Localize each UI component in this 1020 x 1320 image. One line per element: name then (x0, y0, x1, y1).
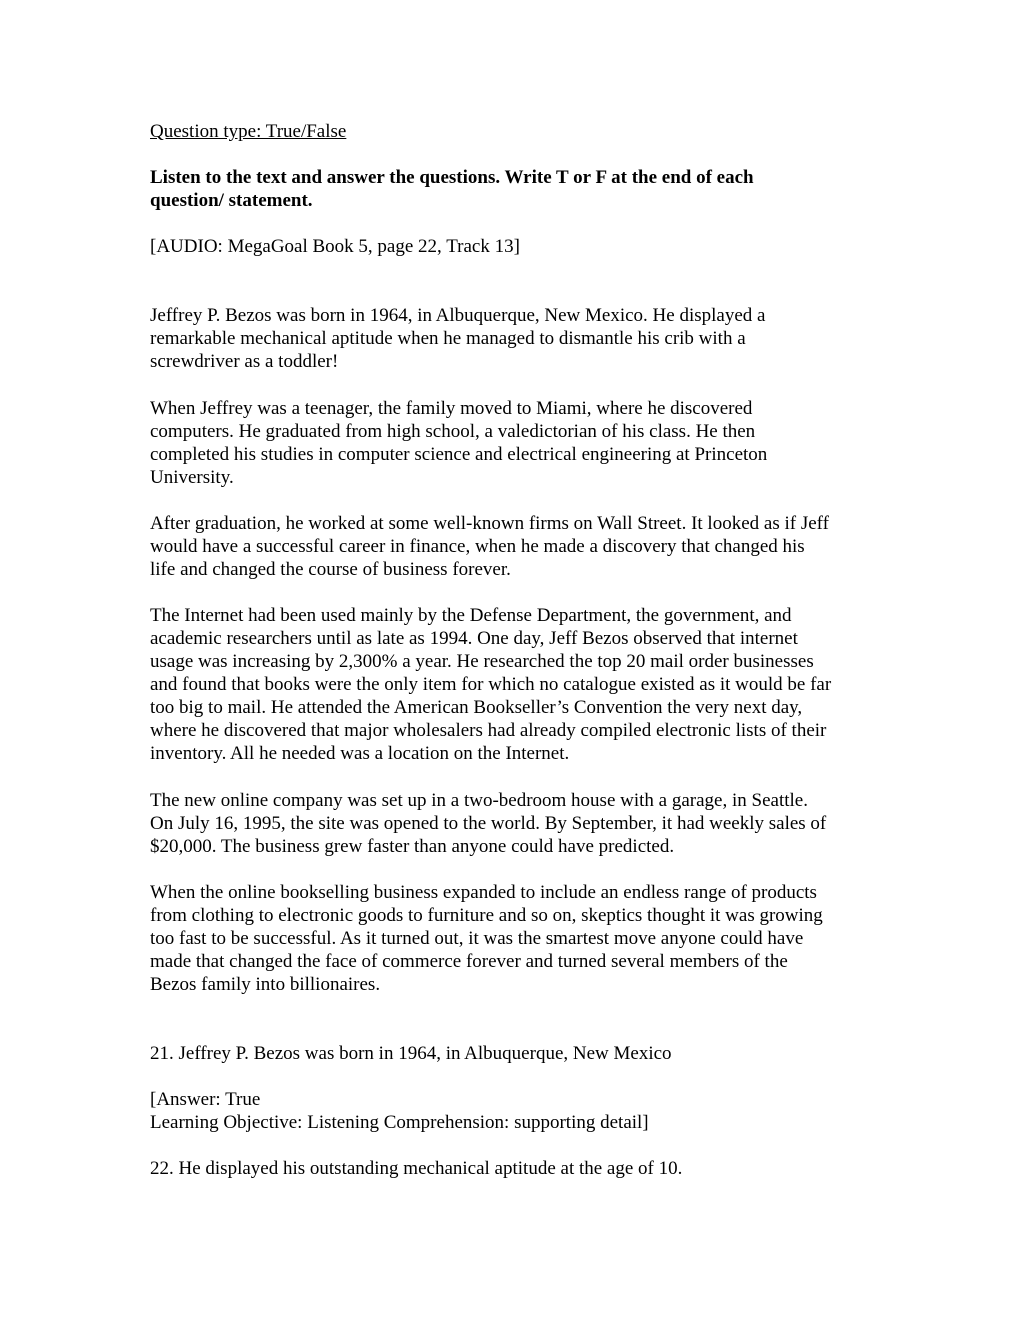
text-line: The Internet had been used mainly by the Defense Department, the government, and (150, 605, 792, 626)
text-line: Jeffrey P. Bezos was born in 1964, in Albuquerque, New Mexico. He displayed a (150, 305, 766, 326)
text-line: completed his studies in computer science and electrical engineering at Princeton (150, 444, 768, 465)
text-line: where he discovered that major wholesalers had already compiled electronic lists of their (150, 720, 827, 741)
text-line: would have a successful career in finance, when he made a discovery that changed his (150, 536, 805, 557)
text-line: too big to mail. He attended the American Bookseller’s Convention the very next day, (150, 697, 803, 718)
passage-paragraph (150, 604, 880, 765)
text-line: from clothing to electronic goods to furniture and so on, skeptics thought it was growing (150, 905, 823, 926)
text-line: too fast to be successful. As it turned out, it was the smartest move anyone could have (150, 928, 804, 949)
text-line: life and changed the course of business forever. (150, 559, 511, 580)
text-line: On July 16, 1995, the site was opened to the world. By September, it had weekly sales of (150, 813, 827, 834)
text-line: After graduation, he worked at some well-known firms on Wall Street. It looked as if Jeff (150, 513, 829, 534)
question-type-label: Question type: True/False (150, 121, 347, 142)
passage-paragraph (150, 881, 880, 996)
passage-paragraph (150, 397, 880, 489)
question-21: 21. Jeffrey P. Bezos was born in 1964, in Albuquerque, New Mexico (150, 1043, 672, 1064)
text-line: made that changed the face of commerce forever and turned several members of the (150, 951, 788, 972)
passage-paragraph (150, 789, 880, 858)
text-line: University. (150, 467, 234, 488)
text-line: remarkable mechanical aptitude when he managed to dismantle his crib with a (150, 328, 746, 349)
instruction-line: Listen to the text and answer the questions. Write T or F at the end of each (150, 167, 754, 188)
passage-paragraph (150, 512, 880, 581)
text-line: academic researchers until as late as 1994. One day, Jeff Bezos observed that internet (150, 628, 798, 649)
audio-reference: [AUDIO: MegaGoal Book 5, page 22, Track 13] (150, 236, 520, 257)
text-line: Bezos family into billionaires. (150, 974, 381, 995)
text-line: usage was increasing by 2,300% a year. He researched the top 20 mail order businesses (150, 651, 814, 672)
learning-objective-line: Learning Objective: Listening Comprehension: supporting detail] (150, 1112, 649, 1133)
text-line: When Jeffrey was a teenager, the family moved to Miami, where he discovered (150, 398, 753, 419)
text-line: screwdriver as a toddler! (150, 351, 339, 372)
text-line: computers. He graduated from high school, a valedictorian of his class. He then (150, 421, 756, 442)
text-line: $20,000. The business grew faster than anyone could have predicted. (150, 836, 675, 857)
answer-block (150, 1088, 880, 1134)
question-22: 22. He displayed his outstanding mechanical aptitude at the age of 10. (150, 1158, 683, 1179)
passage-paragraph (150, 304, 880, 373)
instruction-text (150, 166, 850, 212)
text-line: The new online company was set up in a two-bedroom house with a garage, in Seattle. (150, 790, 808, 811)
answer-line: [Answer: True (150, 1089, 261, 1110)
text-line: and found that books were the only item for which no catalogue existed as it would be far (150, 674, 832, 695)
text-line: When the online bookselling business expanded to include an endless range of products (150, 882, 817, 903)
instruction-line: question/ statement. (150, 190, 313, 211)
text-line: inventory. All he needed was a location on the Internet. (150, 743, 570, 764)
